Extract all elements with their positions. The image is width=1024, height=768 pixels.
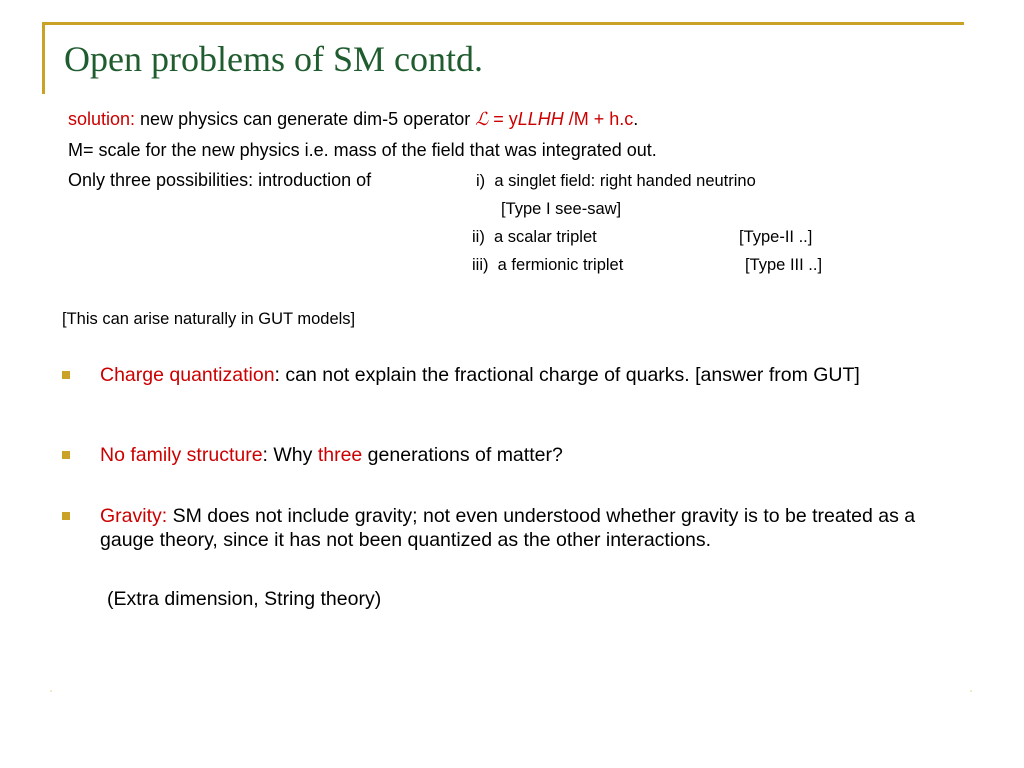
bullet-marker	[62, 371, 70, 379]
possibility-1	[476, 172, 756, 191]
bullet-label: Charge quantization	[100, 364, 275, 386]
bullet-text: : Why	[262, 444, 318, 466]
bullet-highlight: three	[317, 444, 363, 466]
title-frame-top	[42, 22, 964, 25]
title-frame-left	[42, 22, 45, 94]
possibility-2	[472, 228, 597, 247]
slide-title: Open problems of SM contd.	[64, 39, 483, 79]
solution-label: solution:	[68, 109, 136, 129]
corner-dot	[50, 690, 52, 692]
possibility-3	[472, 256, 623, 275]
only-three-line: Only three possibilities: introduction of	[68, 170, 372, 190]
possibility-3-type: [Type III ..]	[745, 256, 823, 274]
corner-dot	[970, 690, 972, 692]
bullet-gravity	[100, 504, 960, 552]
bullet-marker	[62, 512, 70, 520]
gut-note: [This can arise naturally in GUT models]	[62, 310, 356, 328]
formula-period: .	[633, 109, 639, 129]
formula-eq: = y	[488, 109, 518, 129]
bullet-family-structure	[100, 443, 960, 467]
possibility-3-num: iii)	[472, 256, 489, 274]
formula-lagrangian: ℒ	[475, 109, 489, 129]
bullet-label: No family structure	[100, 444, 263, 466]
possibility-3-text: a fermionic triplet	[497, 256, 624, 274]
possibility-2-type: [Type-II ..]	[739, 228, 813, 246]
bullet-text: : can not explain the fractional charge of quarks. [answer from GUT]	[274, 364, 860, 386]
bullet-label: Gravity:	[100, 505, 168, 527]
extra-note: (Extra dimension, String theory)	[107, 588, 382, 610]
bullet-marker	[62, 451, 70, 459]
m-scale-line: M= scale for the new physics i.e. mass of the field that was integrated out.	[68, 140, 657, 160]
possibility-1-num: i)	[476, 172, 486, 190]
solution-text: new physics can generate dim-5 operator	[135, 109, 476, 129]
formula-rest: /M + h.c	[563, 109, 634, 129]
bullet-text: generations of matter?	[362, 444, 563, 466]
formula	[475, 109, 633, 129]
possibility-1-text: a singlet field: right handed neutrino	[494, 172, 756, 190]
formula-operators: LLHH	[517, 109, 564, 129]
bullet-charge-quantization	[100, 363, 960, 387]
possibility-2-num: ii)	[472, 228, 485, 246]
possibility-1-type: [Type I see-saw]	[501, 200, 622, 218]
bullet-text: SM does not include gravity; not even understood whether gravity is to be treated as a gauge theory, since it has not been quantized as the other interactions.	[100, 505, 916, 551]
solution-line	[68, 109, 638, 130]
possibility-2-text: a scalar triplet	[494, 228, 597, 246]
